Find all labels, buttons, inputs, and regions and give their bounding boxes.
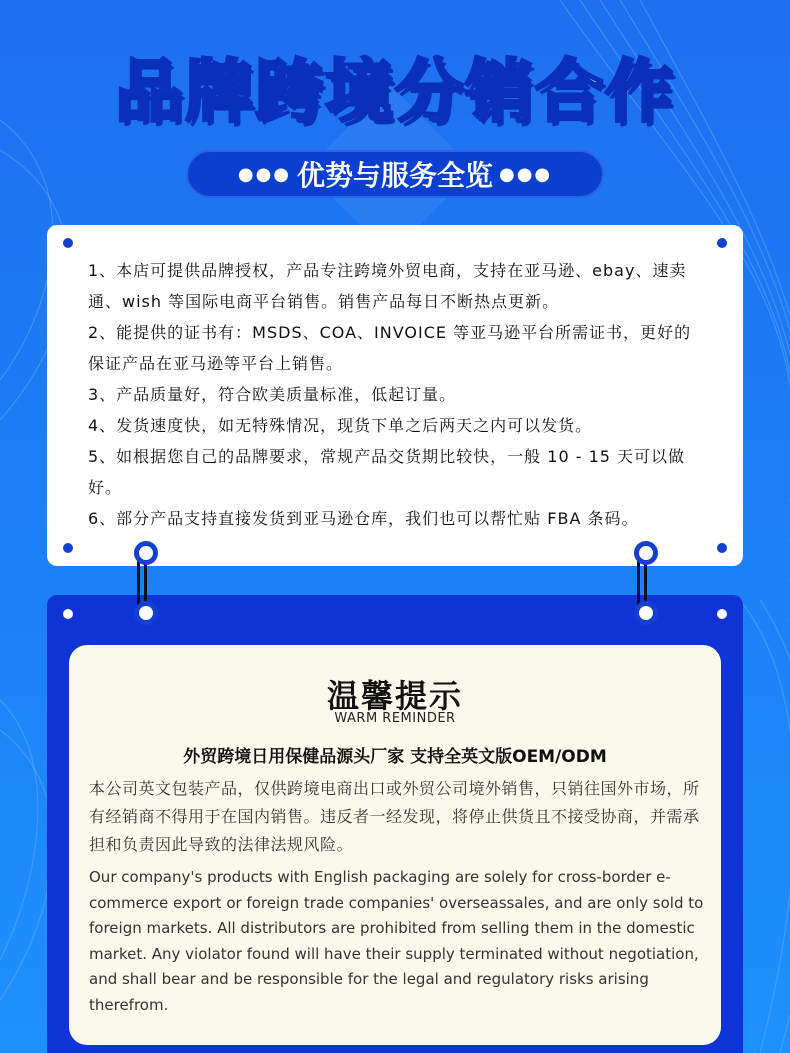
reminder-body-en: Our company's products with English packaging are solely for cross-border e-commerce export or foreign trade companies' overseassales, and are only sold to foreign markets. All distributors are prohibited from selling them in the domestic market. Any violator found will have their supply terminated without negotiation, and shall bear and be responsible for the legal and regulatory risks arising therefrom. <box>89 868 704 1014</box>
list-item: 4、发货速度快，如无特殊情况，现货下单之后两天之内可以发货。 <box>88 416 593 435</box>
dots-left-icon: ●●● <box>237 163 291 185</box>
list-item: 2、能提供的证书有：MSDS、COA、INVOICE 等亚马逊平台所需证书，更好的保证产品在亚马逊等平台上销售。 <box>88 323 692 373</box>
corner-dot-icon <box>63 609 73 619</box>
ring-icon <box>134 601 158 625</box>
subtitle-text: 优势与服务全览 <box>296 159 493 192</box>
ring-icon <box>634 541 658 565</box>
ring-icon <box>634 601 658 625</box>
advantages-card <box>47 225 743 566</box>
ring-icon <box>134 541 158 565</box>
advantages-list <box>88 255 708 534</box>
reminder-title: 温馨提示 <box>326 677 463 715</box>
corner-dot-icon <box>63 543 73 553</box>
corner-dot-icon <box>63 238 73 248</box>
list-item: 6、部分产品支持直接发货到亚马逊仓库，我们也可以帮忙贴 FBA 条码。 <box>88 509 639 528</box>
warm-reminder-card <box>69 645 721 1045</box>
corner-dot-icon <box>717 238 727 248</box>
list-item: 3、产品质量好，符合欧美质量标准，低起订量。 <box>88 385 457 404</box>
reminder-headline: 外贸跨境日用保健品源头厂家 支持全英文版OEM/ODM <box>183 747 607 767</box>
corner-dot-icon <box>717 609 727 619</box>
subtitle-pill <box>186 150 604 198</box>
reminder-subtitle: WARM REMINDER <box>334 711 456 726</box>
page-title: 品牌跨境分销合作 <box>114 53 675 132</box>
corner-dot-icon <box>717 543 727 553</box>
list-item: 5、如根据您自己的品牌要求，常规产品交货期比较快，一般 10 - 15 天可以做好。 <box>88 447 686 497</box>
reminder-body-cn: 本公司英文包装产品，仅供跨境电商出口或外贸公司境外销售，只销往国外市场，所有经销商不得用于在国内销售。违反者一经发现，将停止供货且不接受协商，并需承担和负责因此导致的法律法规风险。 <box>89 779 700 854</box>
dots-right-icon: ●●● <box>499 163 553 185</box>
list-item: 1、本店可提供品牌授权，产品专注跨境外贸电商，支持在亚马逊、ebay、速卖通、wish 等国际电商平台销售。销售产品每日不断热点更新。 <box>88 261 687 311</box>
